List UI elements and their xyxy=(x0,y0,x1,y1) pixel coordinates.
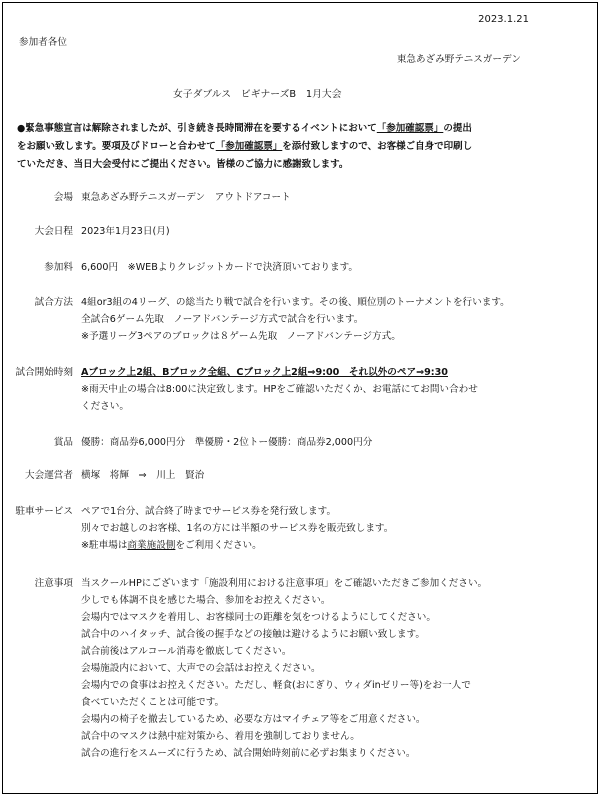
prize-label: 賞品 xyxy=(53,437,73,448)
parking-line-2: 別々でお越しのお客様、1名の方には半額のサービス券を販売致します。 xyxy=(81,523,394,534)
start-time-line-3: ください。 xyxy=(81,401,129,412)
commercial-facility-link[interactable]: 商業施設側 xyxy=(127,540,176,551)
prize-value: 優勝：商品券6,000円分 準優勝・2位トー優勝：商品券2,000円分 xyxy=(81,437,373,448)
issue-date: 2023.1.21 xyxy=(478,14,529,25)
notice-line-1: ●緊急事態宣言は解除されましたが、引き続き長時間滞在を要するイベントにおいて「参加確認票」の提出 xyxy=(17,123,472,134)
caution-line: 少しでも体調不良を感じた場合、参加をお控えください。 xyxy=(81,595,331,606)
event-title: 女子ダブルス ビギナーズB 1月大会 xyxy=(173,89,342,100)
venue-label: 会場 xyxy=(53,192,73,203)
manager-value: 横塚 将輝 ⇒ 川上 賢治 xyxy=(81,470,205,481)
caution-line: 当スクールHPにございます「施設利用における注意事項」をご確認いただきご参加ください。 xyxy=(81,578,488,589)
caution-line: 会場施設内において、大声での会話はお控えください。 xyxy=(81,663,321,674)
caution-line: 試合中のマスクは熱中症対策から、着用を強制しておりません。 xyxy=(81,731,360,742)
start-time-label: 試合開始時刻 xyxy=(15,367,73,378)
caution-line: 試合中のハイタッチ、試合後の握手などの接触は避けるようにお願い致します。 xyxy=(81,629,425,640)
caution-line: 会場内の椅子を撤去しているため、必要な方はマイチェア等をご用意ください。 xyxy=(81,714,426,725)
parking-label: 駐車サービス xyxy=(15,506,73,517)
format-label: 試合方法 xyxy=(34,297,73,308)
caution-line: 試合前後はアルコール消毒を徹底してください。 xyxy=(81,646,292,657)
notice-line-3: ていただき、当日大会受付にご提出ください。皆様のご協力に感謝致します。 xyxy=(17,159,349,170)
cautions-label: 注意事項 xyxy=(34,578,73,589)
date-value: 2023年1月23日(月) xyxy=(81,226,170,237)
venue-value: 東急あざみ野テニスガーデン アウトドアコート xyxy=(81,192,291,203)
caution-line: 会場内での食事はお控えください。ただし、軽食(おにぎり、ウィダinゼリー等)をお一人で xyxy=(81,680,471,691)
addressee: 参加者各位 xyxy=(19,37,67,48)
notice-line-2: をお願い致します。要項及びドローと合わせて「参加確認票」を添付致しますので、お客様ご自身で印刷し xyxy=(17,141,473,152)
format-line-3: ※予選リーグ3ペアのブロックは８ゲーム先取 ノーアドバンテージ方式。 xyxy=(81,331,401,342)
parking-line-1: ペアで1台分、試合終了時までサービス券を発行致します。 xyxy=(81,506,337,517)
fee-label: 参加料 xyxy=(44,262,73,273)
manager-label: 大会運営者 xyxy=(25,470,73,481)
caution-line: 試合の進行をスムーズに行うため、試合開始時刻前に必ずお集まりください。 xyxy=(81,748,416,759)
start-time-line-2: ※雨天中止の場合は8:00に決定致します。HPをご確認いただくか、お電話にてお問い合わせ xyxy=(81,384,478,395)
fee-value: 6,600円 ※WEBよりクレジットカードで決済頂いております。 xyxy=(81,262,358,273)
parking-line-3: ※駐車場は商業施設側をご利用ください。 xyxy=(81,540,262,551)
date-label: 大会日程 xyxy=(34,226,73,237)
format-line-1: 4組or3組の4リーグ、の総当たり戦で試合を行います。その後、順位別のトーナメントを行います。 xyxy=(81,297,510,308)
organizer-name: 東急あざみ野テニスガーデン xyxy=(396,54,521,65)
caution-line: 会場内ではマスクを着用し、お客様同士の距離を気をつけるようにしてください。 xyxy=(81,612,436,623)
format-line-2: 全試合6ゲーム先取 ノーアドバンテージ方式で試合を行います。 xyxy=(81,314,364,325)
document-page xyxy=(2,2,598,794)
start-time-line-1: Aブロック上2組、Bブロック全組、Cブロック上2組⇒9:00 それ以外のペア⇒9:30 xyxy=(81,367,448,378)
caution-line: 食べていただくことは可能です。 xyxy=(81,697,225,708)
